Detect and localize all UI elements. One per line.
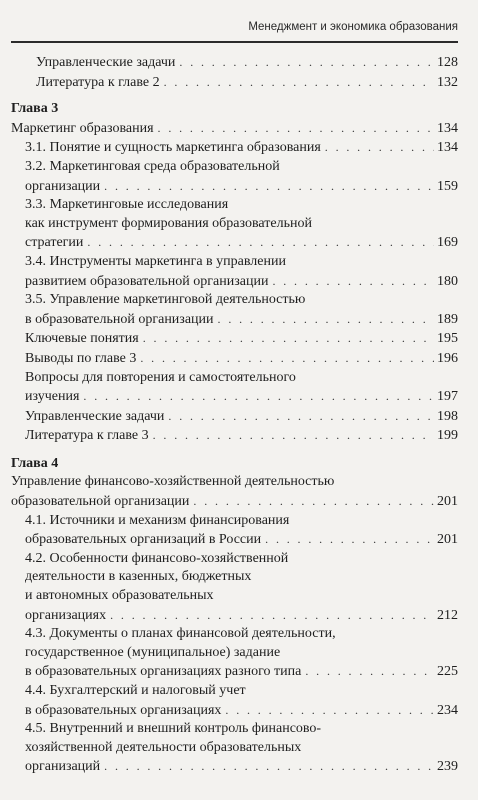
- toc-entry-line: [25, 606, 458, 626]
- toc-entry: [11, 253, 458, 291]
- toc-entry-line: [25, 426, 458, 446]
- toc-entry-text: развитием образовательной организации: [25, 273, 269, 289]
- toc-entry-text: 4.2. Особенности финансово-хозяйственной: [25, 550, 289, 566]
- toc-page-number: 128: [437, 55, 458, 70]
- toc-page-number: 198: [437, 408, 458, 424]
- toc-entry: [11, 512, 458, 550]
- header-rule: [11, 41, 458, 43]
- toc-entry-text: изучения: [25, 389, 80, 405]
- dot-leader: [110, 606, 434, 625]
- dot-leader: [87, 233, 434, 252]
- toc-entry-text: в образовательных организациях: [25, 702, 222, 718]
- toc-entry-line: [25, 369, 458, 388]
- toc-page-number: 169: [437, 235, 458, 251]
- toc-entry-text: 4.1. Источники и механизм финансирования: [25, 512, 290, 528]
- toc-entry-text: деятельности в казенных, бюджетных: [25, 569, 252, 585]
- toc-entry: [11, 426, 458, 446]
- toc-entry-text: как инструмент формирования образовательной: [25, 215, 312, 231]
- toc-entry-line: [25, 387, 458, 407]
- toc-entry-text: 3.2. Маркетинговая среда образовательной: [25, 158, 280, 174]
- toc-entry-text: и автономных образовательных: [25, 588, 214, 604]
- toc-entry-line: [25, 407, 458, 427]
- dot-leader: [265, 530, 434, 549]
- toc-entry-line: [25, 272, 458, 292]
- toc-entry-line: [25, 662, 458, 682]
- toc-entry-line: [25, 720, 458, 739]
- toc-entry-text: 4.3. Документы о планах финансовой деятельности,: [25, 626, 336, 642]
- dot-leader: [153, 426, 434, 445]
- toc-entry-line: [25, 587, 458, 606]
- toc-entry-line: [25, 329, 458, 349]
- chapter-title: Глава 3: [11, 101, 59, 117]
- toc-entry: [11, 73, 458, 93]
- toc-entry-line: [25, 349, 458, 369]
- toc-entry: [11, 119, 458, 139]
- toc-entry-line: [25, 701, 458, 721]
- dot-leader: [325, 138, 434, 157]
- toc-entry-text: организациях: [25, 607, 107, 623]
- dot-leader: [272, 272, 434, 291]
- dot-leader: [143, 329, 434, 348]
- toc-entry: [11, 138, 458, 158]
- toc-page-number: 201: [437, 532, 458, 548]
- toc-entry-text: 4.5. Внутренний и внешний контроль финансово-: [25, 721, 322, 737]
- dot-leader: [168, 407, 434, 426]
- toc-entry: [11, 329, 458, 349]
- toc-entry: [11, 625, 458, 682]
- toc-entry-text: Управленческие задачи: [25, 408, 165, 424]
- running-head: Менеджмент и экономика образования: [248, 21, 458, 33]
- dot-leader: [140, 349, 434, 368]
- dot-leader: [218, 310, 434, 329]
- toc-page-number: 225: [437, 664, 458, 680]
- toc-entry-line: [25, 550, 458, 569]
- toc-entry: [11, 407, 458, 427]
- toc-entry-line: [25, 177, 458, 197]
- toc-entry-line: [25, 530, 458, 550]
- toc-entry-line: [36, 73, 458, 93]
- toc-entry: [11, 158, 458, 196]
- toc-entry-line: [36, 53, 458, 73]
- toc-entry-text: Управление финансово-хозяйственной деятельностью: [11, 474, 335, 490]
- toc-entry-text: Выводы по главе 3: [25, 350, 137, 366]
- toc-page-number: 212: [437, 607, 458, 623]
- toc-entry-line: [25, 682, 458, 701]
- toc-page-number: 134: [437, 120, 458, 136]
- toc-entry: [11, 473, 458, 511]
- toc-page-number: 180: [437, 273, 458, 289]
- toc-entry-line: [25, 568, 458, 587]
- toc-entry-line: [25, 196, 458, 215]
- toc-entry-text: 3.3. Маркетинговые исследования: [25, 197, 229, 213]
- dot-leader: [83, 387, 434, 406]
- toc-page-number: 234: [437, 702, 458, 718]
- toc-entry-line: [11, 473, 458, 492]
- toc-entry-line: [11, 492, 458, 512]
- toc-page-number: 197: [437, 389, 458, 405]
- toc-entry-text: стратегии: [25, 235, 84, 251]
- toc-entry-line: [25, 291, 458, 310]
- toc-page-number: 201: [437, 494, 458, 510]
- toc-entry-line: [25, 310, 458, 330]
- toc-entry: [11, 349, 458, 369]
- toc-entry-text: в образовательной организации: [25, 311, 214, 327]
- dot-leader: [104, 757, 434, 776]
- toc-entry-text: Литература к главе 3: [25, 428, 149, 444]
- toc-entry-line: [25, 215, 458, 234]
- toc-entry-text: Вопросы для повторения и самостоятельного: [25, 369, 296, 385]
- toc-entry: [11, 196, 458, 253]
- toc-entry-text: Маркетинг образования: [11, 120, 154, 136]
- toc-entry: [11, 682, 458, 720]
- toc-entry-text: Ключевые понятия: [25, 331, 139, 347]
- toc-entry-text: организации: [25, 178, 101, 194]
- toc-entry-text: образовательных организаций в России: [25, 532, 262, 548]
- toc-entry: [11, 720, 458, 777]
- toc-entry-text: 3.4. Инструменты маркетинга в управлении: [25, 253, 286, 269]
- toc-entry: [11, 369, 458, 407]
- toc-entry-line: [25, 233, 458, 253]
- toc-page-number: 159: [437, 178, 458, 194]
- toc-entry: [11, 550, 458, 625]
- toc-entry-line: [25, 138, 458, 158]
- dot-leader: [164, 73, 434, 92]
- toc-entry-text: хозяйственной деятельности образовательных: [25, 739, 302, 755]
- dot-leader: [305, 662, 434, 681]
- toc-page-number: 196: [437, 350, 458, 366]
- toc-entry-text: в образовательных организациях разного типа: [25, 664, 302, 680]
- dot-leader: [225, 701, 434, 720]
- toc-entry-text: 3.1. Понятие и сущность маркетинга образования: [25, 140, 321, 156]
- table-of-contents: [11, 53, 458, 777]
- toc-entry: [11, 53, 458, 73]
- toc-entry-line: [25, 644, 458, 663]
- toc-page-number: 189: [437, 311, 458, 327]
- dot-leader: [104, 177, 434, 196]
- dot-leader: [158, 119, 434, 138]
- toc-entry-text: Литература к главе 2: [36, 74, 160, 90]
- toc-entry-text: государственное (муниципальное) задание: [25, 644, 281, 660]
- toc-entry-line: [25, 512, 458, 531]
- toc-entry-text: 3.5. Управление маркетинговой деятельностью: [25, 292, 306, 308]
- toc-entry-text: организаций: [25, 759, 101, 775]
- dot-leader: [179, 53, 434, 72]
- toc-page-number: 134: [437, 140, 458, 156]
- toc-page-number: 195: [437, 331, 458, 347]
- toc-entry-text: образовательной организации: [11, 494, 190, 510]
- toc-entry-line: [11, 119, 458, 139]
- dot-leader: [193, 492, 434, 511]
- toc-page-number: 199: [437, 428, 458, 444]
- toc-entry-text: Управленческие задачи: [36, 55, 176, 70]
- toc-entry: [11, 291, 458, 329]
- toc-entry-line: [25, 757, 458, 777]
- toc-entry-line: [25, 625, 458, 644]
- chapter-title: Глава 4: [11, 455, 59, 471]
- toc-page-number: 132: [437, 74, 458, 90]
- toc-page-number: 239: [437, 759, 458, 775]
- toc-entry-line: [25, 253, 458, 272]
- toc-entry-text: 4.4. Бухгалтерский и налоговый учет: [25, 683, 246, 698]
- toc-entry-line: [25, 739, 458, 758]
- toc-entry-line: [25, 158, 458, 177]
